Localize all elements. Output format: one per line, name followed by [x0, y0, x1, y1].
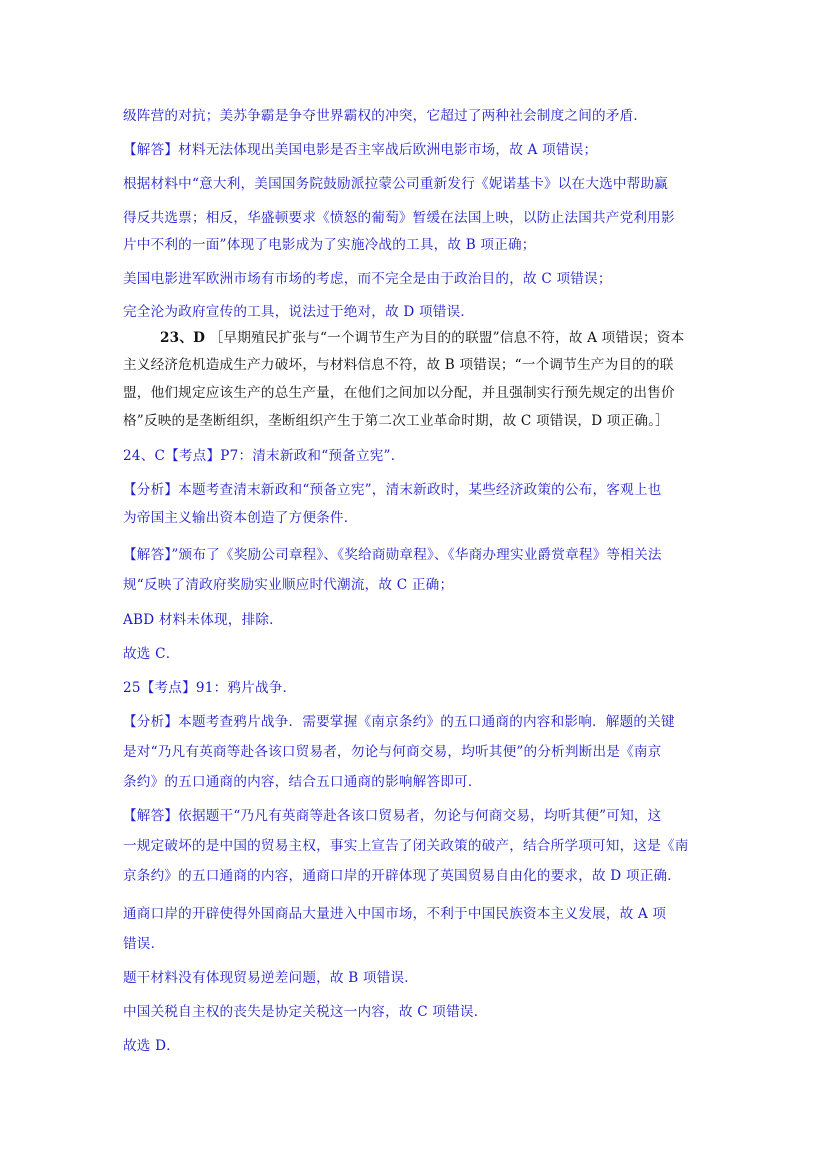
text-line: 通商口岸的开辟使得外国商品大量进入中国市场，不利于中国民族资本主义发展，故 A 项 — [123, 906, 667, 922]
text-line: 【分析】本题考查清末新政和“预备立宪”，清末新政时，某些经济政策的公布，客观上也 — [123, 482, 662, 498]
text-line: 是对“乃凡有英商等赴各该口贸易者，勿论与何商交易，均听其便”的分析判断出是《南京 — [123, 744, 662, 760]
text-line: 完全沦为政府宣传的工具，说法过于绝对，故 D 项错误． — [123, 304, 475, 320]
text-line: 盟，他们规定应该生产的总生产量，在他们之间加以分配，并且强制实行预先规定的出售价 — [123, 385, 675, 401]
text-line: 错误． — [123, 936, 165, 952]
text-line: 主义经济危机造成生产力破坏，与材料信息不符，故 B 项错误；“一个调节生产为目的的联 — [123, 357, 674, 373]
text-line: 【解答】材料无法体现出美国电影是否主宰战后欧洲电影市场，故 A 项错误； — [123, 142, 598, 158]
text-line: 【解答】依据题干“乃凡有英商等赴各该口贸易者，勿论与何商交易，均听其便”可知，这 — [123, 808, 662, 824]
text-line: 片中不利的一面”体现了电影成为了实施冷战的工具，故 B 项正确； — [123, 237, 536, 253]
text-line: 根据材料中“意大利，美国国务院鼓励派拉蒙公司重新发行《妮诺基卡》以在大选中帮助赢 — [123, 176, 669, 192]
text-line: 格”反映的是垄断组织，垄断组织产生于第二次工业革命时期，故 C 项错误，D 项正确。］ — [123, 413, 669, 429]
text-line: 条约》的五口通商的内容，结合五口通商的影响解答即可． — [123, 774, 482, 790]
text-line: 题干材料没有体现贸易逆差问题，故 B 项错误． — [123, 970, 419, 986]
text-line: 为帝国主义输出资本创造了方便条件． — [123, 510, 358, 526]
text-line: 24、C【考点】P7：清末新政和“预备立宪”． — [123, 448, 405, 464]
text-line: 25【考点】91：鸦片战争． — [123, 680, 297, 696]
question-23-line — [123, 328, 713, 348]
text-line: 规“反映了清政府奖励实业顺应时代潮流，故 C 正确； — [123, 577, 454, 593]
text-line: ABD 材料未体现，排除． — [123, 612, 283, 628]
text-line: 【分析】本题考查鸦片战争．需要掌握《南京条约》的五口通商的内容和影响．解题的关键 — [123, 714, 675, 730]
text-line: 故选 C． — [123, 646, 180, 662]
text-line: 得反共选票；相反，华盛顿要求《愤怒的葡萄》暂缓在法国上映，以防止法国共产党利用影 — [123, 210, 675, 226]
text-line: 级阵营的对抗；美苏争霸是争夺世界霸权的冲突，它超过了两种社会制度之间的矛盾． — [123, 108, 648, 124]
question-number: 23、D — [160, 330, 206, 346]
text-line: 美国电影进军欧洲市场有市场的考虑，而不完全是由于政治目的，故 C 项错误； — [123, 271, 612, 287]
text-line: 一规定破坏的是中国的贸易主权，事实上宣告了闭关政策的破产，结合所学项可知，这是《南 — [123, 838, 689, 854]
question-explanation: ［早期殖民扩张与“一个调节生产为目的的联盟”信息不符，故 A 项错误；资本 — [209, 330, 685, 346]
text-line: 【解答】”颁布了《奖励公司章程》、《奖给商勋章程》、《华商办理实业爵赏章程》等相关法 — [123, 547, 662, 563]
text-line: 中国关税自主权的丧失是协定关税这一内容，故 C 项错误． — [123, 1004, 488, 1020]
text-line: 京条约》的五口通商的内容，通商口岸的开辟体现了英国贸易自由化的要求，故 D 项正确． — [123, 868, 682, 884]
text-line: 故选 D． — [123, 1038, 181, 1054]
